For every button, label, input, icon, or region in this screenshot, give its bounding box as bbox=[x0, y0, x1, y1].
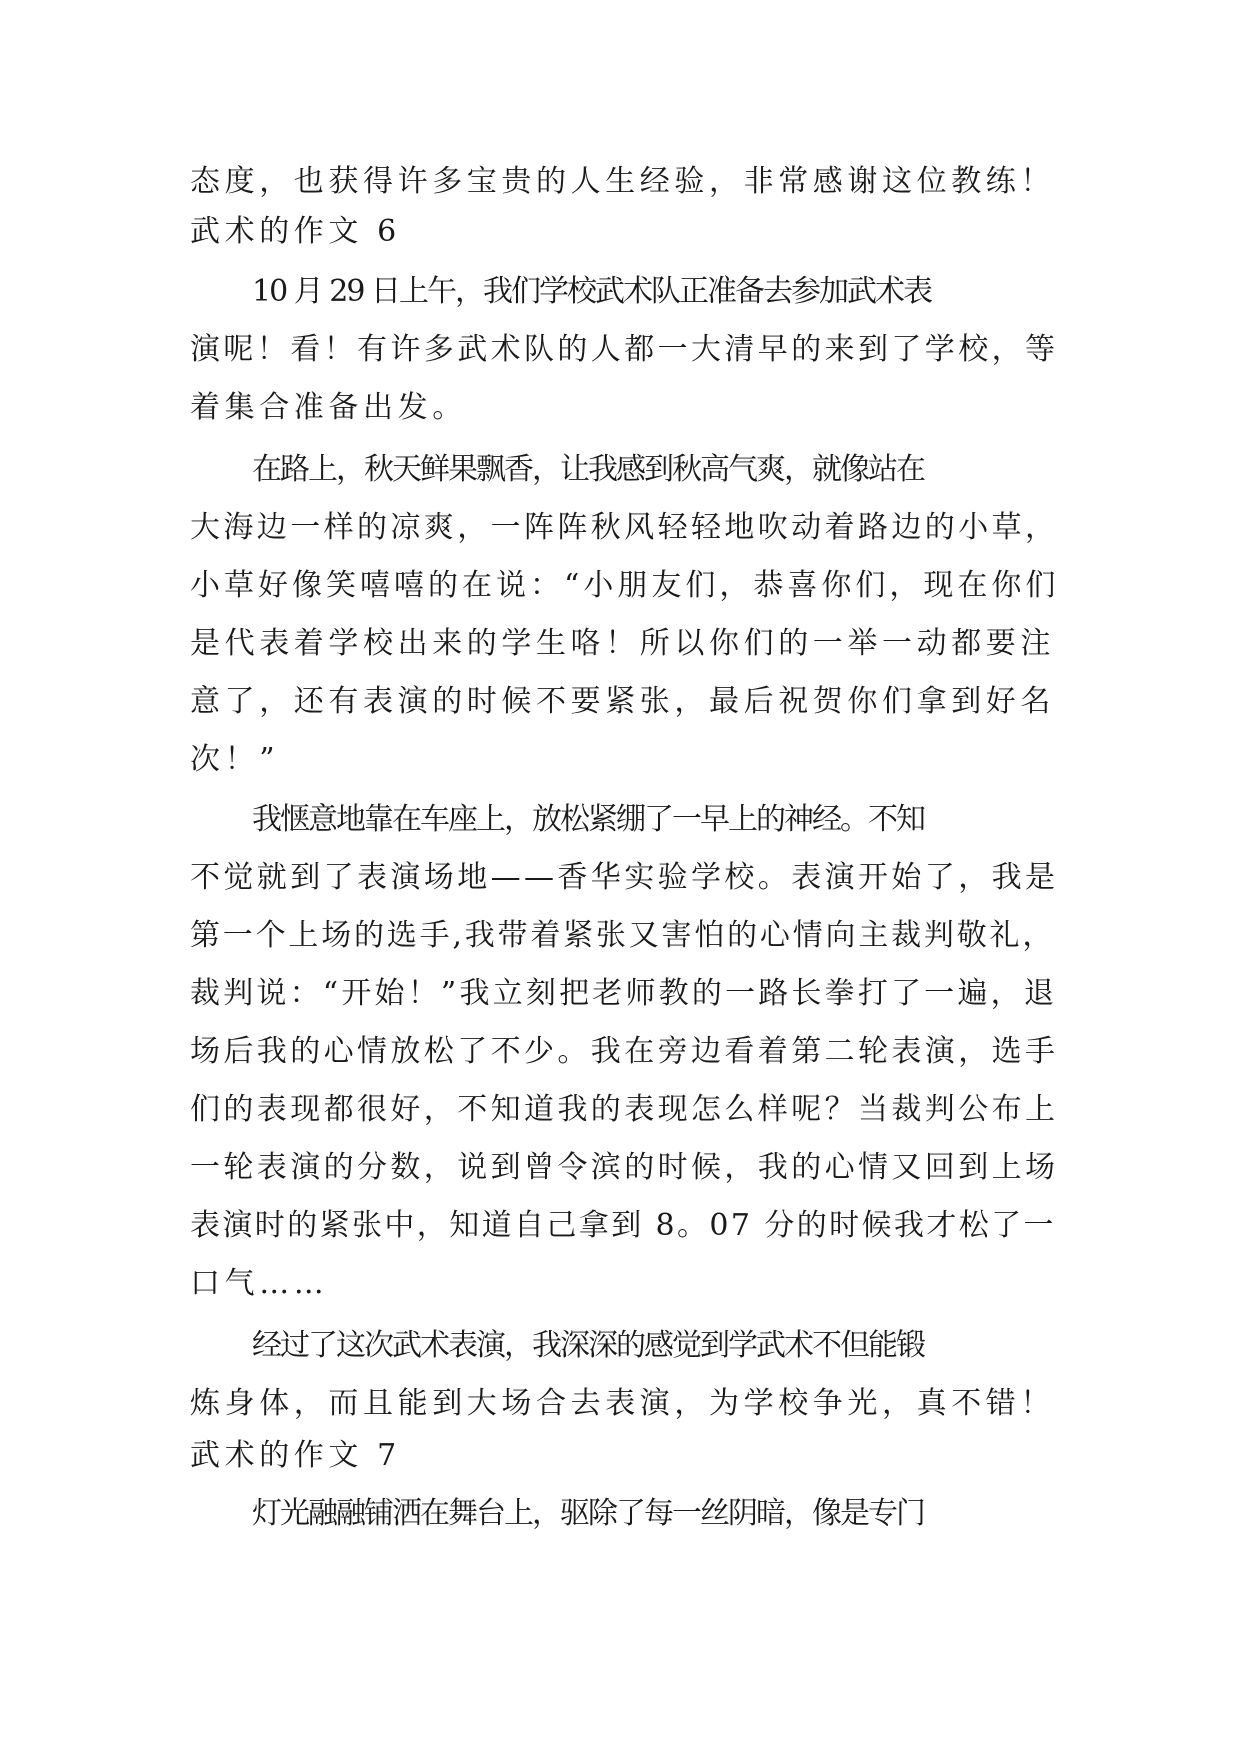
text-line: 是代表着学校出来的学生咯！所以你们的一举一动都要注 bbox=[190, 626, 1055, 661]
text-line: 表演时的紧张中，知道自己拿到 8。07 分的时候我才松了一 bbox=[190, 1208, 1056, 1243]
text-line: 着集合准备出发。 bbox=[190, 390, 467, 425]
text-line: 一轮表演的分数，说到曾令滨的时候，我的心情又回到上场 bbox=[190, 1150, 1059, 1185]
text-line: 们的表现都很好，不知道我的表现怎么样呢？当裁判公布上 bbox=[190, 1092, 1059, 1127]
text-line: 大海边一样的凉爽，一阵阵秋风轻轻地吹动着路边的小草， bbox=[190, 510, 1059, 545]
text-line: 第一个上场的选手,我带着紧张又害怕的心情向主裁判敬礼， bbox=[190, 918, 1056, 953]
section-heading: 武术的作文 6 bbox=[190, 214, 401, 249]
paragraph-first-line: 10 月 29 日上午，我们学校武术队正准备去参加武术表 bbox=[252, 274, 931, 309]
text-line: 小草好像笑嘻嘻的在说：“小朋友们，恭喜你们，现在你们 bbox=[190, 568, 1060, 603]
paragraph-first-line: 我惬意地靠在车座上，放松紧绷了一早上的神经。不知 bbox=[252, 802, 924, 837]
paragraph-first-line: 在路上，秋天鲜果飘香，让我感到秋高气爽，就像站在 bbox=[252, 452, 924, 487]
text-line: 口气…… bbox=[190, 1266, 329, 1301]
text-line: 意了，还有表演的时候不要紧张，最后祝贺你们拿到好名 bbox=[190, 684, 1055, 719]
paragraph-first-line: 灯光融融铺洒在舞台上，驱除了每一丝阴暗，像是专门 bbox=[252, 1496, 924, 1531]
text-line: 炼身体，而且能到大场合去表演，为学校争光，真不错！ bbox=[190, 1386, 1055, 1421]
paragraph-first-line: 经过了这次武术表演，我深深的感觉到学武术不但能锻 bbox=[252, 1328, 924, 1363]
text-line: 场后我的心情放松了不少。我在旁边看着第二轮表演，选手 bbox=[190, 1034, 1059, 1069]
text-line: 裁判说：“开始！”我立刻把老师教的一路长拳打了一遍，退 bbox=[190, 976, 1058, 1011]
text-line: 态度，也获得许多宝贵的人生经验，非常感谢这位教练！ bbox=[190, 164, 1055, 199]
text-line: 演呢！看！有许多武术队的人都一大清早的来到了学校，等 bbox=[190, 332, 1059, 367]
text-line: 次！” bbox=[190, 742, 280, 777]
text-line: 不觉就到了表演场地——香华实验学校。表演开始了，我是 bbox=[190, 860, 1059, 895]
section-heading: 武术的作文 7 bbox=[190, 1438, 401, 1473]
